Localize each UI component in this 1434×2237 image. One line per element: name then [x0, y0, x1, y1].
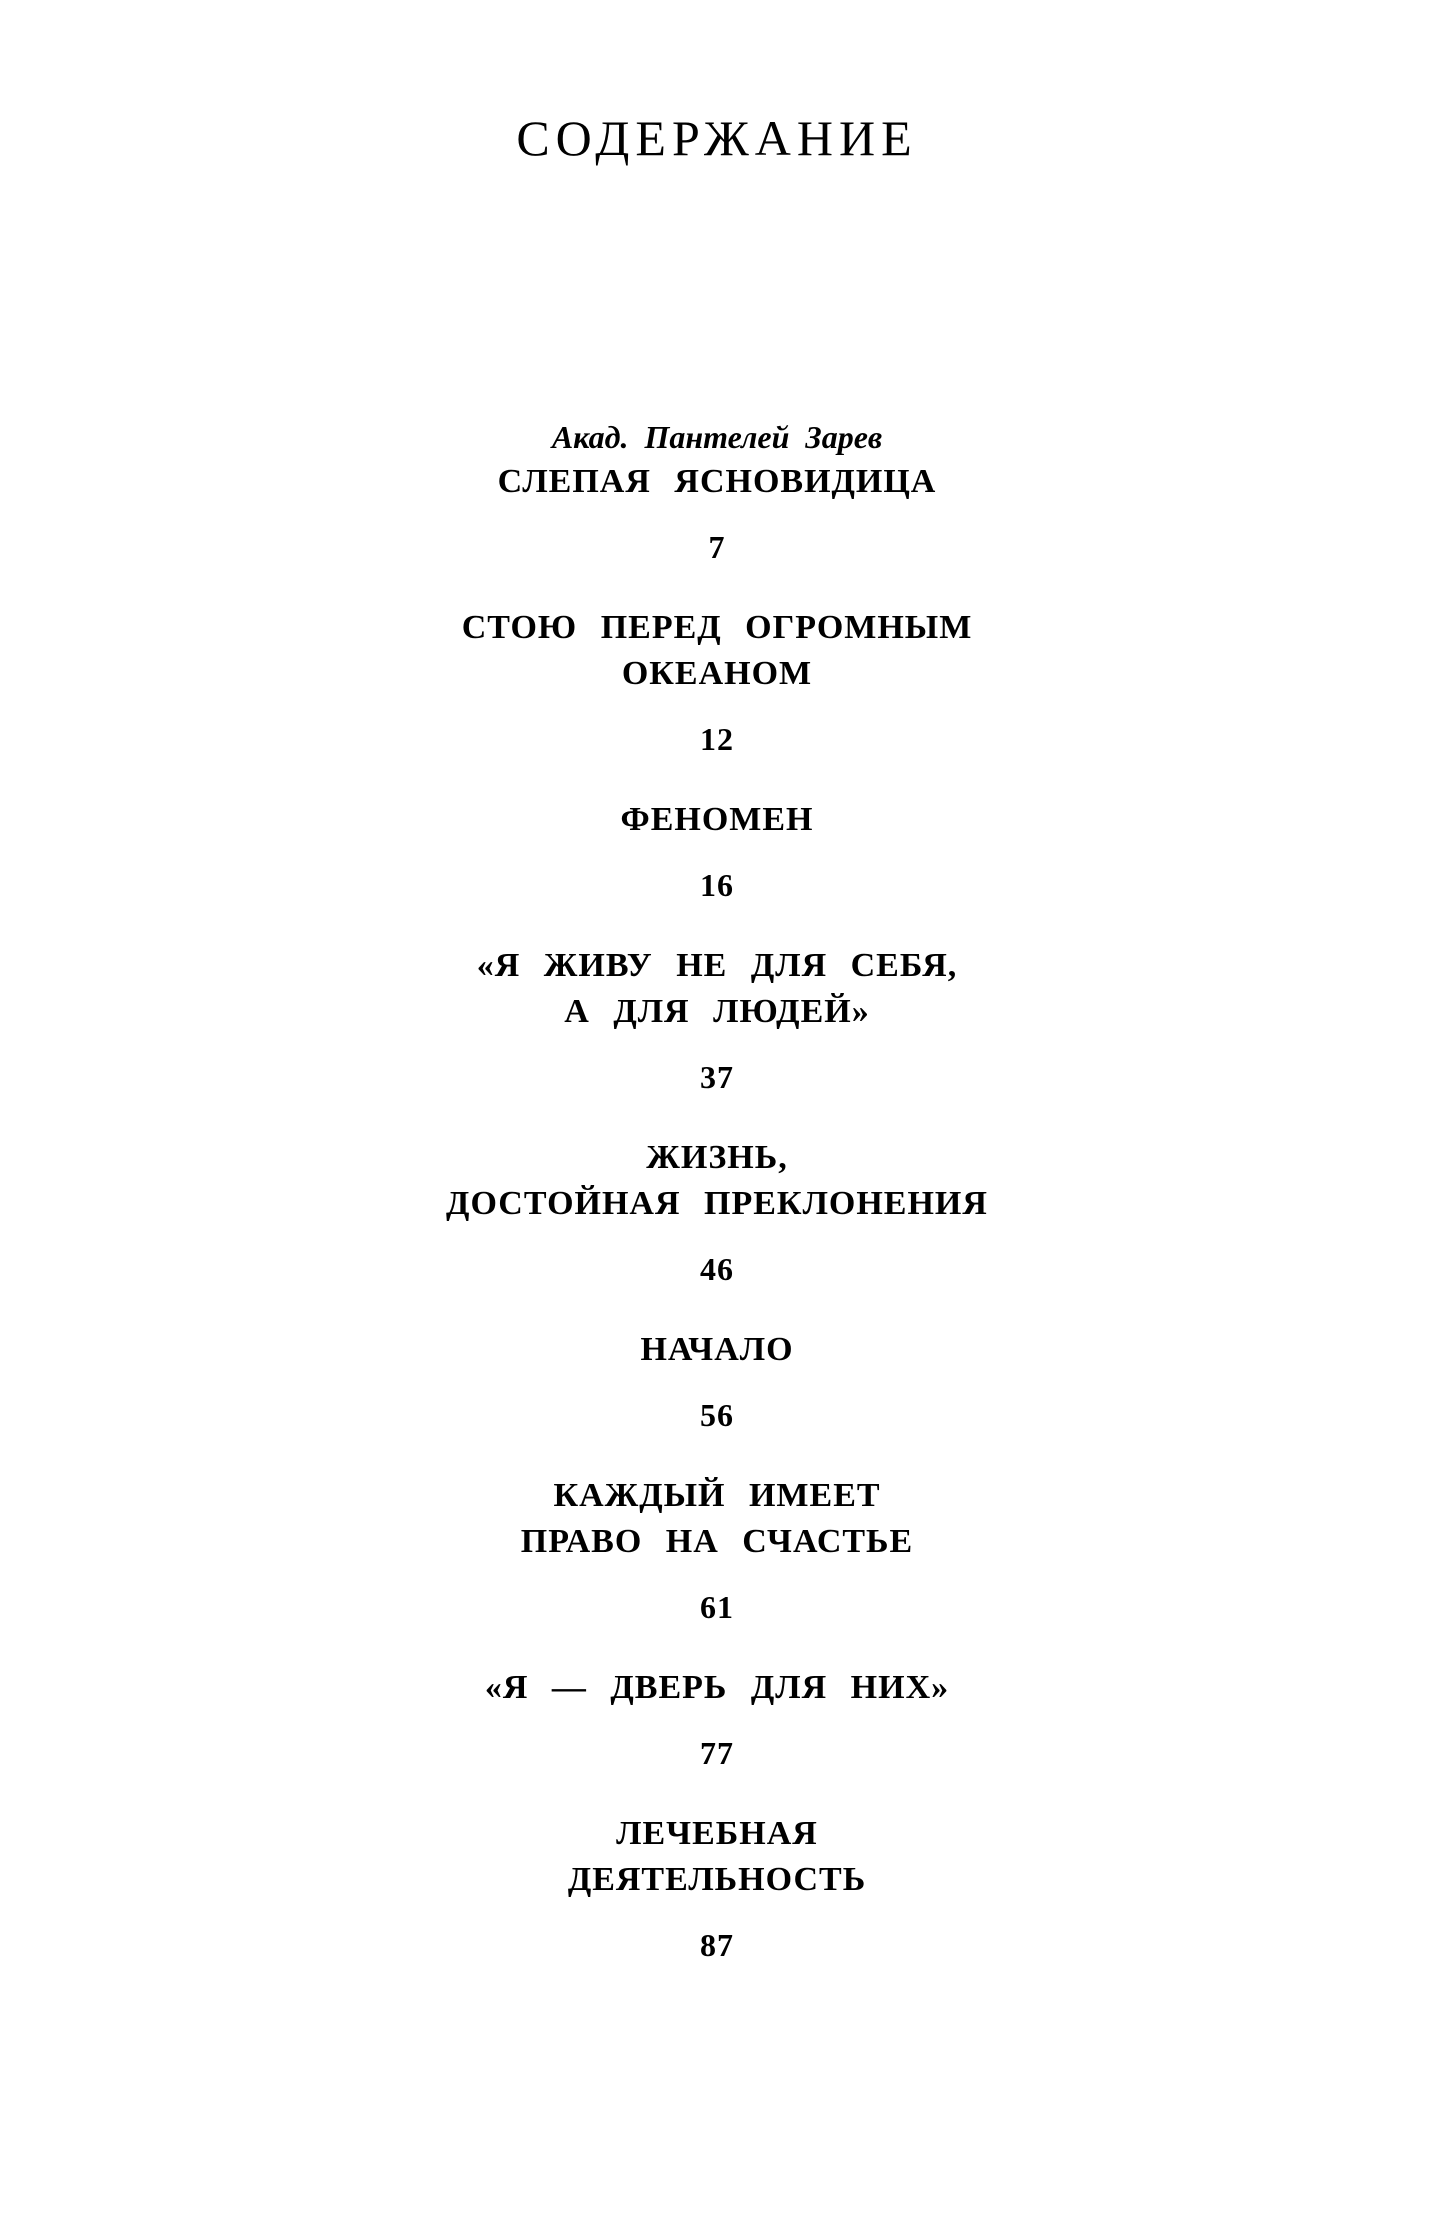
toc-entry-page-number: 16 [700, 867, 734, 903]
toc-entry-title: КАЖДЫЙ ИМЕЕТ ПРАВО НА СЧАСТЬЕ [520, 1477, 914, 1560]
toc-entry-page-number: 56 [700, 1397, 734, 1433]
toc-entry [0, 797, 1434, 907]
toc-entry-title: ЖИЗНЬ, ДОСТОЙНАЯ ПРЕКЛОНЕНИЯ [446, 1139, 988, 1222]
toc-entry [0, 1327, 1434, 1437]
toc-entry-title: СЛЕПАЯ ЯСНОВИДИЦА [497, 463, 937, 500]
toc-entry [0, 1811, 1434, 1967]
toc-entry-page-number: 87 [700, 1927, 734, 1963]
page-title: СОДЕРЖАНИЕ [516, 110, 918, 166]
toc-entry-title: СТОЮ ПЕРЕД ОГРОМНЫМ ОКЕАНОМ [461, 609, 973, 692]
toc-entry-title: «Я ЖИВУ НЕ ДЛЯ СЕБЯ, А ДЛЯ ЛЮДЕЙ» [476, 947, 958, 1030]
toc-entry-page-number: 7 [708, 529, 726, 565]
table-of-contents [0, 415, 1434, 2003]
toc-entry-page-number: 77 [700, 1735, 734, 1771]
toc-entry-page-number: 46 [700, 1251, 734, 1287]
toc-entry-title: НАЧАЛО [640, 1331, 794, 1368]
toc-entry-page-number: 12 [700, 721, 734, 757]
toc-entry-title: ЛЕЧЕБНАЯ ДЕЯТЕЛЬНОСТЬ [567, 1815, 867, 1898]
toc-entry-title: «Я — ДВЕРЬ ДЛЯ НИХ» [484, 1669, 950, 1706]
toc-entry [0, 943, 1434, 1099]
toc-entry [0, 1473, 1434, 1629]
author-name: Акад. Пантелей Зарев [551, 419, 883, 455]
toc-entry [0, 1135, 1434, 1291]
toc-entry [0, 1665, 1434, 1775]
toc-entry [0, 459, 1434, 569]
toc-entry [0, 605, 1434, 761]
toc-entry-page-number: 37 [700, 1059, 734, 1095]
toc-entry-title: ФЕНОМЕН [620, 801, 814, 838]
toc-entry-page-number: 61 [700, 1589, 734, 1625]
